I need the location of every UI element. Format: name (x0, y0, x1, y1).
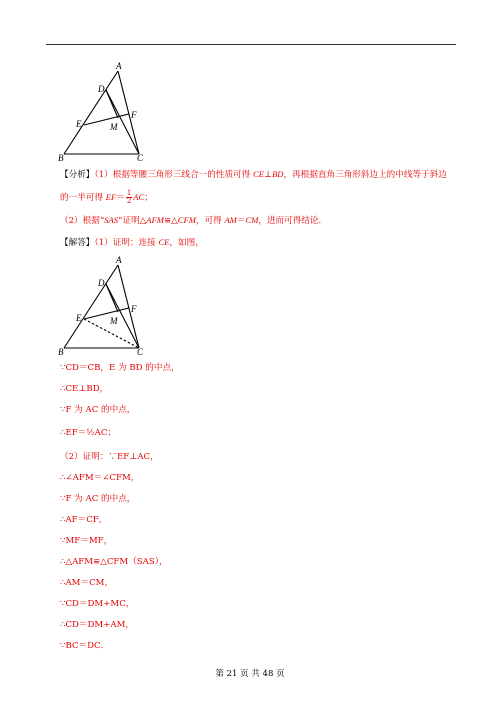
solution-line: ∴CD＝DM+AM， (60, 620, 135, 630)
analysis-line-2: 的一半可得 EF＝ $\frac{1}{2}$ AC； (60, 189, 153, 205)
label-m: M (110, 316, 118, 326)
solution-line: ∵MF＝MF， (60, 536, 113, 546)
half-fraction: $\frac{1}{2}$ (126, 189, 132, 205)
solution-line: ∴△AFM≌△CFM（SAS）， (60, 557, 168, 567)
triangle-figure-2 (55, 256, 155, 356)
label-f: F (131, 304, 137, 314)
solution-line: ∵BC＝DC． (60, 641, 110, 651)
solution-line: ∴CE⊥BD， (60, 384, 109, 394)
label-d: D (98, 84, 105, 94)
label-c: C (137, 153, 144, 162)
analysis-line-3: （2）根据“SAS”证明△AFM≌△CFM，可得 AM＝CM，进而可得结论． (60, 215, 328, 226)
solution-line: ∴EF＝½AC； (60, 428, 117, 438)
label-b: B (58, 153, 64, 162)
label-a: A (116, 256, 122, 265)
label-a: A (116, 62, 122, 71)
analysis-line-1: 【分析】（1）根据等腰三角形三线合一的性质可得 CE⊥BD，再根据直角三角形斜边上的中线等于斜边 (60, 169, 447, 180)
solution-line: ∵F 为 AC 的中点， (60, 405, 136, 415)
label-d: D (98, 278, 105, 288)
label-c: C (137, 347, 144, 356)
solution-line: ∴AF＝CF， (60, 515, 108, 525)
label-m: M (110, 122, 118, 132)
label-e: E (76, 313, 82, 323)
solution-line: ∴AM＝CM， (60, 578, 114, 588)
solution-line: ∵F 为 AC 的中点， (60, 494, 136, 504)
label-b: B (58, 347, 64, 356)
page-footer: 第 21 页 共 48 页 (215, 669, 285, 679)
label-e: E (76, 119, 82, 129)
solution-line: ∵CD＝CB，E 为 BD 的中点， (60, 363, 180, 373)
solution-intro: 【解答】（1）证明：连接 CE，如图， (60, 237, 204, 248)
triangle-figure-1 (55, 62, 155, 162)
solution-line: ∴∠AFM＝∠CFM， (60, 473, 140, 483)
header-rule (46, 44, 456, 45)
label-f: F (131, 110, 137, 120)
solution-line: （2）证明：∵EF⊥AC， (60, 452, 159, 462)
solution-line: ∵CD＝DM+MC， (60, 599, 135, 609)
